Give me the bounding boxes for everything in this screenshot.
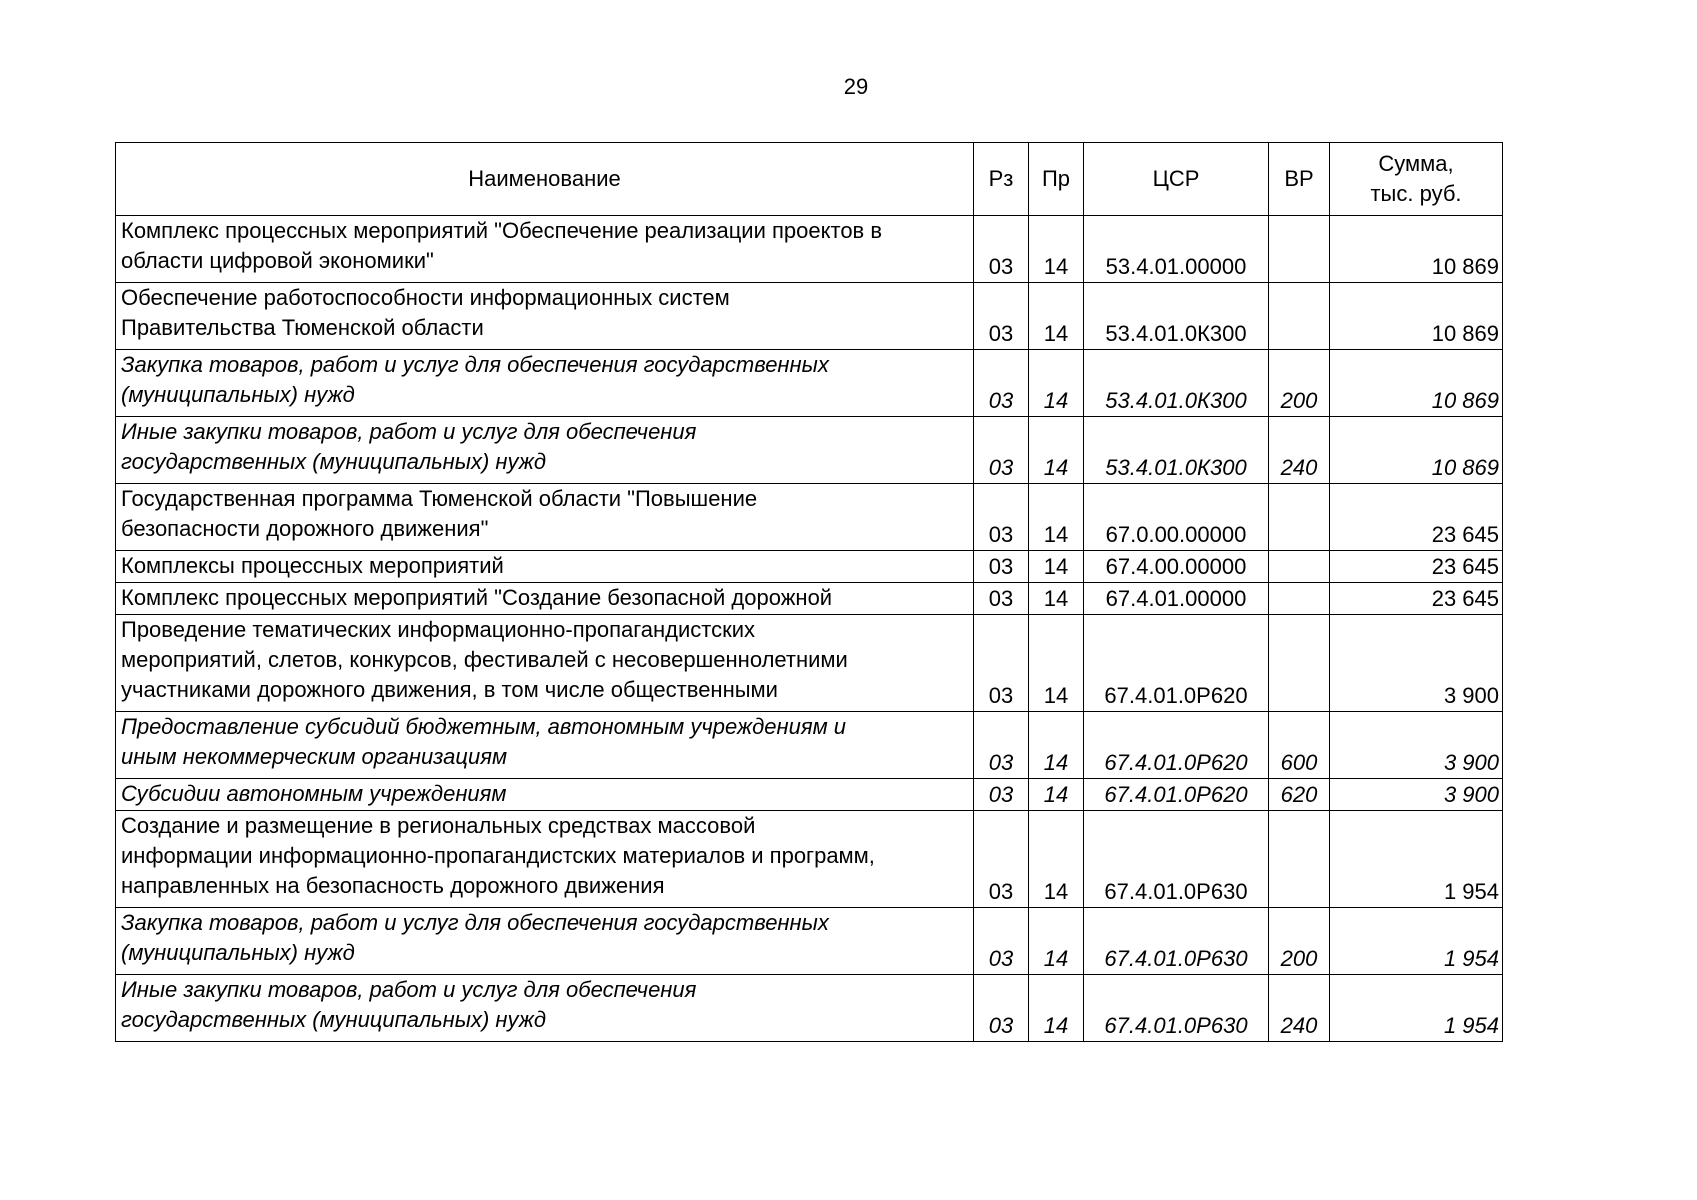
cell-pr: 14 — [1029, 216, 1084, 283]
table-row — [116, 283, 1503, 350]
cell-vr: 200 — [1269, 350, 1330, 417]
cell-name: Обеспечение работоспособности информационных систем Правительства Тюменской области — [116, 283, 974, 350]
cell-pr: 14 — [1029, 712, 1084, 779]
cell-vr — [1269, 583, 1330, 615]
cell-csr: 67.4.00.00000 — [1084, 551, 1269, 583]
cell-sum: 23 645 — [1330, 484, 1503, 551]
budget-table — [115, 142, 1503, 1042]
cell-vr — [1269, 615, 1330, 712]
cell-vr: 240 — [1269, 417, 1330, 484]
cell-vr: 600 — [1269, 712, 1330, 779]
cell-rz: 03 — [974, 350, 1029, 417]
cell-sum: 23 645 — [1330, 551, 1503, 583]
cell-vr — [1269, 283, 1330, 350]
cell-rz: 03 — [974, 417, 1029, 484]
cell-rz: 03 — [974, 216, 1029, 283]
cell-pr: 14 — [1029, 484, 1084, 551]
table-row — [116, 551, 1503, 583]
cell-rz: 03 — [974, 583, 1029, 615]
cell-sum: 10 869 — [1330, 417, 1503, 484]
cell-vr — [1269, 811, 1330, 908]
cell-csr: 67.0.00.00000 — [1084, 484, 1269, 551]
cell-csr: 67.4.01.0Р630 — [1084, 975, 1269, 1042]
table-body — [116, 216, 1503, 1042]
cell-pr: 14 — [1029, 908, 1084, 975]
cell-name: Создание и размещение в региональных средствах массовой информации информационно-пропагандистских материалов и программ, направленных на безопасность дорожного движения — [116, 811, 974, 908]
table-header-row — [116, 143, 1503, 216]
cell-sum: 10 869 — [1330, 216, 1503, 283]
table-row — [116, 615, 1503, 712]
table-row — [116, 908, 1503, 975]
table-row — [116, 350, 1503, 417]
header-vr: ВР — [1269, 143, 1330, 216]
cell-name: Иные закупки товаров, работ и услуг для обеспечения государственных (муниципальных) нужд — [116, 417, 974, 484]
header-pr: Пр — [1029, 143, 1084, 216]
cell-pr: 14 — [1029, 975, 1084, 1042]
cell-rz: 03 — [974, 779, 1029, 811]
cell-csr: 67.4.01.0Р630 — [1084, 908, 1269, 975]
cell-pr: 14 — [1029, 283, 1084, 350]
cell-pr: 14 — [1029, 350, 1084, 417]
cell-pr: 14 — [1029, 811, 1084, 908]
cell-sum: 10 869 — [1330, 283, 1503, 350]
cell-name: Предоставление субсидий бюджетным, автономным учреждениям и иным некоммерческим организациям — [116, 712, 974, 779]
cell-vr — [1269, 484, 1330, 551]
page-number: 29 — [843, 74, 869, 99]
cell-rz: 03 — [974, 712, 1029, 779]
cell-name: Иные закупки товаров, работ и услуг для обеспечения государственных (муниципальных) нужд — [116, 975, 974, 1042]
table-row — [116, 583, 1503, 615]
header-rz: Рз — [974, 143, 1029, 216]
table-row — [116, 216, 1503, 283]
cell-sum: 10 869 — [1330, 350, 1503, 417]
table-row — [116, 484, 1503, 551]
cell-rz: 03 — [974, 615, 1029, 712]
cell-rz: 03 — [974, 551, 1029, 583]
cell-pr: 14 — [1029, 417, 1084, 484]
cell-csr: 67.4.01.00000 — [1084, 583, 1269, 615]
cell-vr — [1269, 551, 1330, 583]
table-row — [116, 975, 1503, 1042]
table-row — [116, 811, 1503, 908]
cell-sum: 3 900 — [1330, 615, 1503, 712]
cell-sum: 3 900 — [1330, 712, 1503, 779]
cell-name: Государственная программа Тюменской области "Повышение безопасности дорожного движения" — [116, 484, 974, 551]
cell-sum: 1 954 — [1330, 975, 1503, 1042]
cell-name: Комплекс процессных мероприятий "Обеспечение реализации проектов в области цифровой экономики" — [116, 216, 974, 283]
cell-name: Закупка товаров, работ и услуг для обеспечения государственных (муниципальных) нужд — [116, 350, 974, 417]
cell-csr: 53.4.01.0К300 — [1084, 417, 1269, 484]
cell-vr: 240 — [1269, 975, 1330, 1042]
header-name: Наименование — [116, 143, 974, 216]
cell-csr: 67.4.01.0Р620 — [1084, 779, 1269, 811]
cell-rz: 03 — [974, 484, 1029, 551]
table-row — [116, 712, 1503, 779]
cell-name: Комплексы процессных мероприятий — [116, 551, 974, 583]
cell-name: Комплекс процессных мероприятий "Создание безопасной дорожной — [116, 583, 974, 615]
header-sum: Сумма, тыс. руб. — [1330, 143, 1503, 216]
cell-pr: 14 — [1029, 779, 1084, 811]
cell-sum: 23 645 — [1330, 583, 1503, 615]
cell-csr: 53.4.01.0К300 — [1084, 350, 1269, 417]
header-csr: ЦСР — [1084, 143, 1269, 216]
cell-csr: 53.4.01.0К300 — [1084, 283, 1269, 350]
cell-rz: 03 — [974, 283, 1029, 350]
cell-rz: 03 — [974, 811, 1029, 908]
cell-vr: 620 — [1269, 779, 1330, 811]
cell-name: Закупка товаров, работ и услуг для обеспечения государственных (муниципальных) нужд — [116, 908, 974, 975]
cell-pr: 14 — [1029, 615, 1084, 712]
cell-rz: 03 — [974, 975, 1029, 1042]
cell-pr: 14 — [1029, 551, 1084, 583]
cell-sum: 1 954 — [1330, 811, 1503, 908]
table-row — [116, 779, 1503, 811]
cell-name: Субсидии автономным учреждениям — [116, 779, 974, 811]
cell-vr: 200 — [1269, 908, 1330, 975]
cell-name: Проведение тематических информационно-пропагандистских мероприятий, слетов, конкурсов, фестивалей с несовершеннолетними участниками дорожного движения, в том числе общественными — [116, 615, 974, 712]
cell-pr: 14 — [1029, 583, 1084, 615]
cell-vr — [1269, 216, 1330, 283]
cell-csr: 67.4.01.0Р630 — [1084, 811, 1269, 908]
cell-csr: 53.4.01.00000 — [1084, 216, 1269, 283]
cell-sum: 3 900 — [1330, 779, 1503, 811]
cell-rz: 03 — [974, 908, 1029, 975]
cell-csr: 67.4.01.0Р620 — [1084, 615, 1269, 712]
cell-csr: 67.4.01.0Р620 — [1084, 712, 1269, 779]
cell-sum: 1 954 — [1330, 908, 1503, 975]
table-row — [116, 417, 1503, 484]
